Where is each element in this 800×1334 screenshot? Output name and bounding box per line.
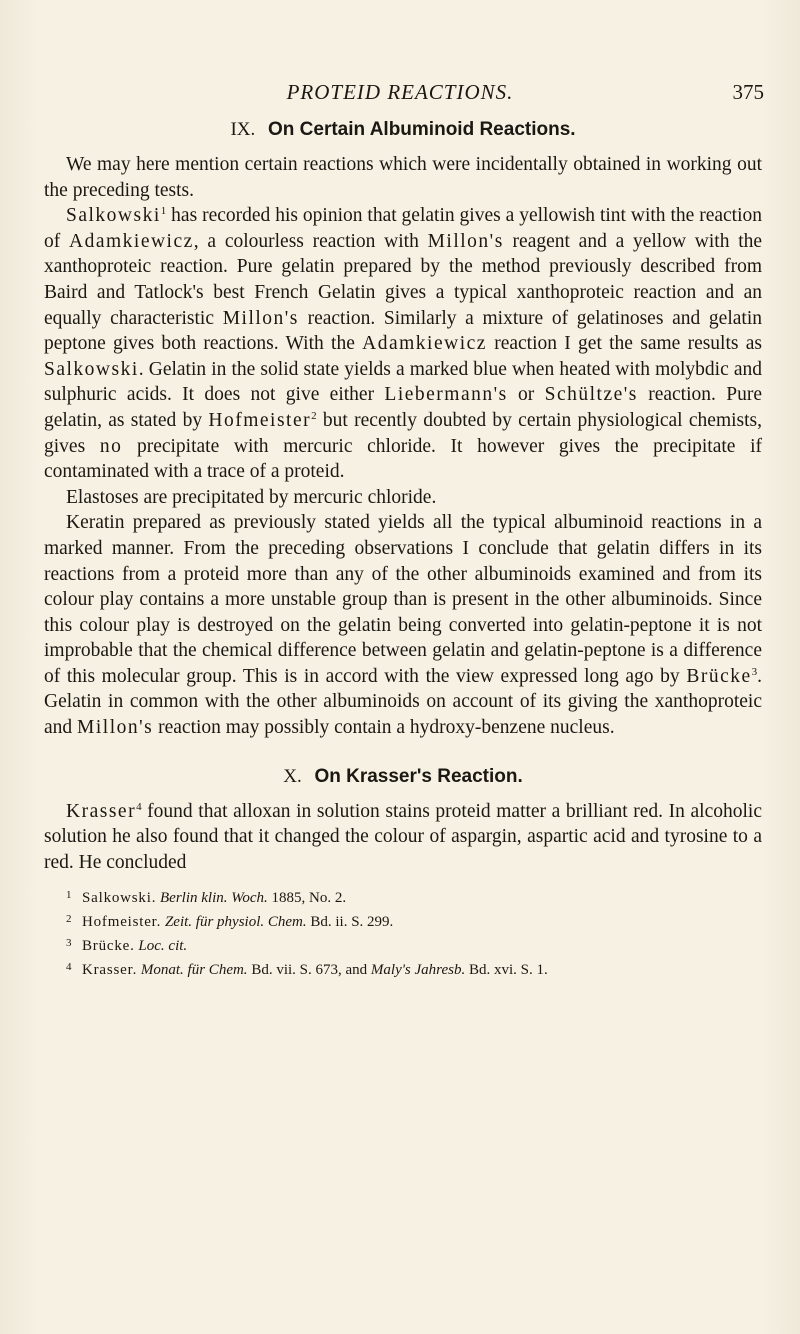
section-ix-text	[44, 152, 762, 741]
footnote-source: Monat. für Chem.	[140, 962, 248, 979]
page-body	[44, 116, 762, 981]
footnote-mark: 4	[66, 961, 72, 974]
spaced-name: Hofmeister	[208, 409, 312, 431]
footnote-mark: 3	[66, 937, 72, 950]
footnote: 2 Hofmeister. Zeit. für physiol. Chem. Bd. ii. S. 299.	[66, 909, 762, 933]
spaced-name: Brücke	[686, 665, 752, 687]
spaced-name: no	[99, 435, 123, 457]
paragraph: We may here mention certain reactions which were incidentally obtained in working out the preceding tests.	[44, 154, 762, 201]
footnote-author: Salkowski.	[82, 890, 157, 907]
footnote: 1 Salkowski. Berlin klin. Woch. 1885, No. 2.	[66, 885, 762, 909]
section-number: IX.	[230, 119, 256, 140]
paragraph: Krasser$^4$ found that alloxan in solution stains proteid matter a brilliant red. In alcoholic solution he also found that it changed the colour of aspargin, aspartic acid and tyrosine to a red. He concluded	[44, 800, 762, 873]
footnote: 4 Krasser. Monat. für Chem. Bd. vii. S. 673, and Maly's Jahresb. Bd. xvi. S. 1.	[66, 957, 762, 981]
paragraph: Salkowski$^1$ has recorded his opinion that gelatin gives a yellowish tint with the reaction of Adamkiewicz, a colourless reaction with Millon's reagent and a yellow with the xanthoproteic reaction. Pure gelatin prepared by the method previously described from Baird and Tatlock's best French Gelatin gives a typical xanthoproteic reaction and an equally characteristic Millon's reaction. Similarly a mixture of gelatinoses and gelatin peptone gives both reactions. With the Adamkiewicz reaction I get the same results as Salkowski. Gelatin in the solid state yields a marked blue when heated with molybdic and sulphuric acids. It does not give either Liebermann's or Schültze's reaction. Pure gelatin, as stated by Hofmeister$^2$ but recently doubted by certain physiological chemists, gives no precipitate with mercuric chloride. It however gives the precipitate if contaminated with a trace of a proteid.	[44, 205, 763, 483]
running-head-title: PROTEID REACTIONS.	[286, 80, 514, 104]
paragraph: Elastoses are precipitated by mercuric chloride.	[66, 486, 437, 508]
footnote-ref[interactable]: 3	[751, 665, 758, 678]
footnote-author: Brücke.	[82, 938, 135, 955]
spaced-name: Millon's	[222, 307, 299, 329]
spaced-name: Millon's	[427, 230, 504, 252]
spaced-name: Salkowski	[44, 358, 139, 380]
footnote-mark: 2	[66, 913, 72, 926]
footnote-ref[interactable]: 2	[311, 409, 317, 422]
section-x-text	[44, 799, 762, 876]
footnote-author: Hofmeister.	[82, 914, 162, 931]
spaced-name: Millon's	[77, 717, 154, 739]
footnote-mark: 1	[66, 889, 72, 902]
footnote	[66, 933, 762, 957]
spaced-name: Salkowski	[66, 205, 161, 227]
footnote-ref[interactable]: 4	[136, 800, 142, 813]
footnote-author: Krasser.	[82, 962, 138, 979]
footnote-ref[interactable]: 1	[160, 205, 167, 218]
spaced-name: Adamkiewicz	[362, 333, 487, 355]
spaced-name: Schültze's	[544, 384, 638, 406]
section-title: On Krasser's Reaction.	[314, 765, 523, 787]
footnotes	[44, 885, 762, 981]
footnote-source: Zeit. für physiol. Chem.	[164, 914, 307, 931]
spaced-name: Adamkiewicz	[69, 230, 194, 252]
section-heading-x	[44, 763, 762, 791]
footnote-source: Maly's Jahresb.	[370, 962, 466, 979]
footnote-source: Loc. cit.	[138, 938, 188, 955]
section-title: On Certain Albuminoid Reactions.	[268, 119, 576, 140]
footnote-source: Berlin klin. Woch.	[160, 890, 268, 907]
section-heading-ix	[44, 116, 762, 144]
section-number: X.	[283, 765, 302, 787]
paragraph: Keratin prepared as previously stated yields all the typical albuminoid reactions in a marked manner. From the preceding observations I conclude that gelatin differs in its reactions from a proteid more than any of the other albuminoids examined and from its colour play contains a more unstable group than is present in the other albuminoids. Since this colour play is destroyed on the gelatin being converted into gelatin-peptone it is not improbable that the chemical difference between gelatin and gelatin-peptone is a difference of this molecular group. This is in accord with the view expressed long ago by Brücke$^3$. Gelatin in common with the other albuminoids on account of its giving the xanthoproteic and Millon's reaction may possibly contain a hydroxy-benzene nucleus.	[44, 512, 762, 739]
page-number: 375	[732, 80, 764, 104]
spaced-name: Liebermann's	[384, 384, 508, 406]
spaced-name: Krasser	[66, 800, 137, 822]
running-head	[0, 80, 800, 110]
